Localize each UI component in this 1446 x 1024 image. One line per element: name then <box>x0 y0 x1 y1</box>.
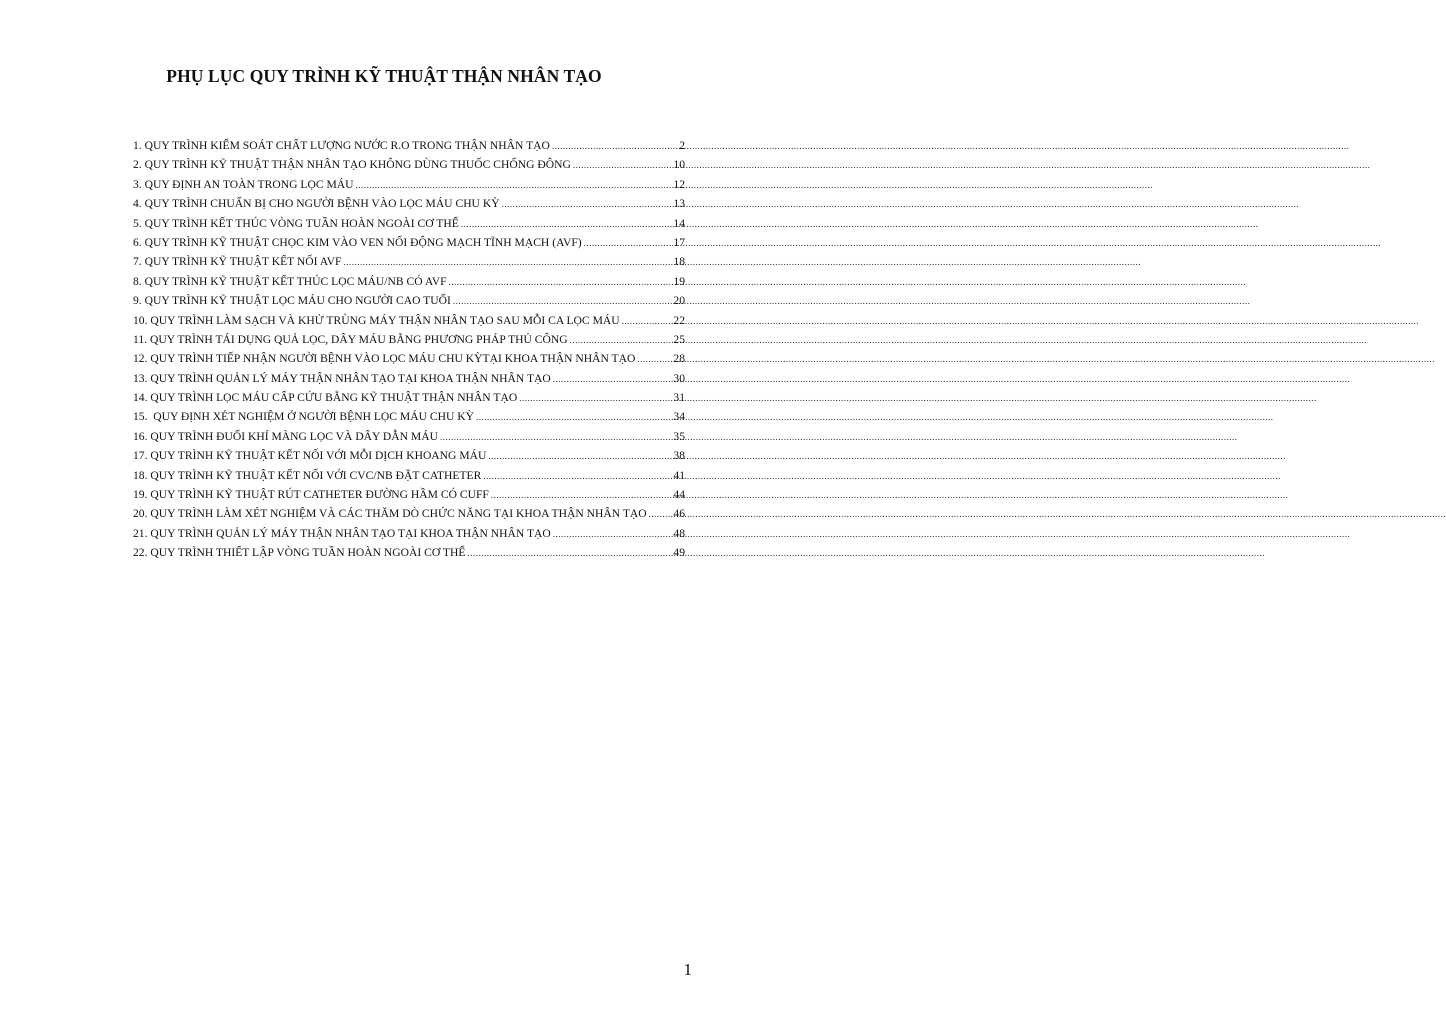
toc-entry-title: 11. QUY TRÌNH TÁI DỤNG QUẢ LỌC, DÂY MÁU BẰNG PHƯƠNG PHÁP THỦ CÔNG <box>133 332 568 346</box>
toc-entry-title: 12. QUY TRÌNH TIẾP NHẬN NGƯỜI BỆNH VÀO LỌC MÁU CHU KỲTẠI KHOA THẬN NHÂN TẠO <box>133 352 636 366</box>
toc-dot-leader <box>552 141 678 151</box>
toc-dot-leader <box>553 374 673 384</box>
toc-entry-title: 17. QUY TRÌNH KỸ THUẬT KẾT NỐI VỚI MỖI DỊCH KHOANG MÁU <box>133 449 487 463</box>
toc-entry-page: 35 <box>673 429 685 443</box>
toc-entry-title: 4. QUY TRÌNH CHUẨN BỊ CHO NGƯỜI BỆNH VÀO LỌC MÁU CHU KỲ <box>133 197 500 211</box>
toc-entry-page: 28 <box>673 352 685 366</box>
toc-dot-leader <box>649 509 673 519</box>
toc-entry[interactable] <box>133 469 685 488</box>
toc-dot-leader <box>467 548 672 558</box>
toc-dot-leader <box>570 335 673 345</box>
toc-entry[interactable] <box>133 197 685 216</box>
toc-dot-leader <box>449 277 673 287</box>
toc-dot-leader <box>476 412 672 422</box>
toc-entry-title: 22. QUY TRÌNH THIẾT LẬP VÒNG TUẦN HOÀN NGOÀI CƠ THỂ <box>133 546 466 560</box>
toc-dot-leader <box>519 393 672 403</box>
toc-entry-title: 3. QUY ĐỊNH AN TOÀN TRONG LỌC MÁU <box>133 177 354 191</box>
toc-entry-title: 19. QUY TRÌNH KỸ THUẬT RÚT CATHETER ĐƯỜNG HẦM CÓ CUFF <box>133 488 489 502</box>
toc-dot-leader <box>553 529 673 539</box>
toc-entry[interactable] <box>133 158 685 177</box>
page-title: PHỤ LỤC QUY TRÌNH KỸ THUẬT THẬN NHÂN TẠO <box>166 66 602 86</box>
toc-entry-page: 48 <box>673 526 685 540</box>
toc-dot-leader <box>491 490 673 500</box>
toc-entry-page: 38 <box>673 449 685 463</box>
toc-entry-page: 18 <box>673 255 685 269</box>
toc-entry-title: 1. QUY TRÌNH KIỂM SOÁT CHẤT LƯỢNG NƯỚC R.O TRONG THẬN NHÂN TẠO <box>133 139 550 152</box>
toc-entry-page: 44 <box>673 488 685 502</box>
toc-entry-page: 49 <box>673 546 685 560</box>
toc-dot-leader <box>343 257 672 267</box>
toc-entry[interactable] <box>133 255 685 274</box>
toc-entry-title: 21. QUY TRÌNH QUẢN LÝ MÁY THẬN NHÂN TẠO TẠI KHOA THẬN NHÂN TẠO <box>133 526 551 540</box>
toc-entry-page: 14 <box>673 216 685 230</box>
toc-dot-leader <box>356 180 673 190</box>
toc-entry[interactable] <box>133 314 685 333</box>
toc-entry-page: 13 <box>673 197 685 211</box>
toc-dot-leader <box>453 296 673 306</box>
toc-entry[interactable] <box>133 527 685 546</box>
toc-entry[interactable] <box>133 410 685 429</box>
toc-entry[interactable] <box>133 294 685 313</box>
toc-dot-leader <box>573 160 673 170</box>
table-of-contents <box>133 139 685 566</box>
toc-dot-leader <box>483 471 672 481</box>
toc-entry[interactable] <box>133 333 685 352</box>
toc-entry-page: 22 <box>673 313 685 327</box>
toc-entry-page: 12 <box>673 177 685 191</box>
toc-dot-leader <box>440 432 672 442</box>
toc-dot-leader <box>502 199 673 209</box>
toc-entry[interactable] <box>133 488 685 507</box>
toc-entry-title: 6. QUY TRÌNH KỸ THUẬT CHỌC KIM VÀO VEN NỐI ĐỘNG MẠCH TĨNH MẠCH (AVF) <box>133 235 582 249</box>
toc-dot-leader <box>584 238 673 248</box>
toc-entry[interactable] <box>133 236 685 255</box>
toc-dot-leader <box>488 451 672 461</box>
toc-entry[interactable] <box>133 391 685 410</box>
toc-entry-title: 20. QUY TRÌNH LÀM XÉT NGHIỆM VÀ CÁC THĂM DÒ CHỨC NĂNG TẠI KHOA THẬN NHÂN TẠO <box>133 507 647 521</box>
toc-entry[interactable] <box>133 139 685 158</box>
toc-entry-page: 17 <box>673 235 685 249</box>
toc-entry-title: 9. QUY TRÌNH KỸ THUẬT LỌC MÁU CHO NGƯỜI CAO TUỔI <box>133 294 451 308</box>
toc-dot-leader <box>461 219 673 229</box>
toc-entry-page: 31 <box>673 391 685 405</box>
toc-entry[interactable] <box>133 178 685 197</box>
toc-entry-title: 15. QUY ĐỊNH XÉT NGHIỆM Ở NGƯỜI BỆNH LỌC MÁU CHU KỲ <box>133 410 475 424</box>
toc-entry-title: 14. QUY TRÌNH LỌC MÁU CẤP CỨU BẰNG KỸ THUẬT THẬN NHÂN TẠO <box>133 391 518 405</box>
toc-entry[interactable] <box>133 217 685 236</box>
toc-dot-leader <box>637 354 672 364</box>
toc-entry-title: 18. QUY TRÌNH KỸ THUẬT KẾT NỐI VỚI CVC/NB ĐẶT CATHETER <box>133 468 482 482</box>
toc-entry[interactable] <box>133 546 685 565</box>
toc-entry-title: 2. QUY TRÌNH KỸ THUẬT THẬN NHÂN TẠO KHÔNG DÙNG THUỐC CHỐNG ĐÔNG <box>133 158 571 172</box>
toc-entry[interactable] <box>133 372 685 391</box>
toc-entry-title: 16. QUY TRÌNH ĐUỔI KHÍ MÀNG LỌC VÀ DÂY DẪN MÁU <box>133 429 438 443</box>
toc-dot-leader <box>622 316 673 326</box>
toc-entry-page: 20 <box>673 294 685 308</box>
toc-entry-page: 41 <box>673 468 685 482</box>
toc-entry[interactable] <box>133 275 685 294</box>
toc-entry-title: 13. QUY TRÌNH QUẢN LÝ MÁY THẬN NHÂN TẠO TẠI KHOA THẬN NHÂN TẠO <box>133 371 551 385</box>
toc-entry-title: 5. QUY TRÌNH KẾT THÚC VÒNG TUẦN HOÀN NGOÀI CƠ THỂ <box>133 216 459 230</box>
toc-entry-page: 46 <box>673 507 685 521</box>
toc-entry-page: 10 <box>673 158 685 172</box>
toc-entry-page: 2 <box>679 139 685 152</box>
toc-entry-title: 10. QUY TRÌNH LÀM SẠCH VÀ KHỬ TRÙNG MÁY THẬN NHÂN TẠO SAU MỖI CA LỌC MÁU <box>133 313 620 327</box>
toc-entry[interactable] <box>133 430 685 449</box>
toc-entry-title: 7. QUY TRÌNH KỸ THUẬT KẾT NỐI AVF <box>133 255 342 269</box>
toc-entry-page: 34 <box>673 410 685 424</box>
toc-entry[interactable] <box>133 449 685 468</box>
toc-entry-page: 25 <box>673 332 685 346</box>
page-number: 1 <box>683 960 692 979</box>
toc-entry-page: 30 <box>673 371 685 385</box>
toc-entry[interactable] <box>133 352 685 371</box>
toc-entry[interactable] <box>133 507 685 526</box>
toc-entry-title: 8. QUY TRÌNH KỸ THUẬT KẾT THÚC LỌC MÁU/NB CÓ AVF <box>133 274 447 288</box>
toc-entry-page: 19 <box>673 274 685 288</box>
